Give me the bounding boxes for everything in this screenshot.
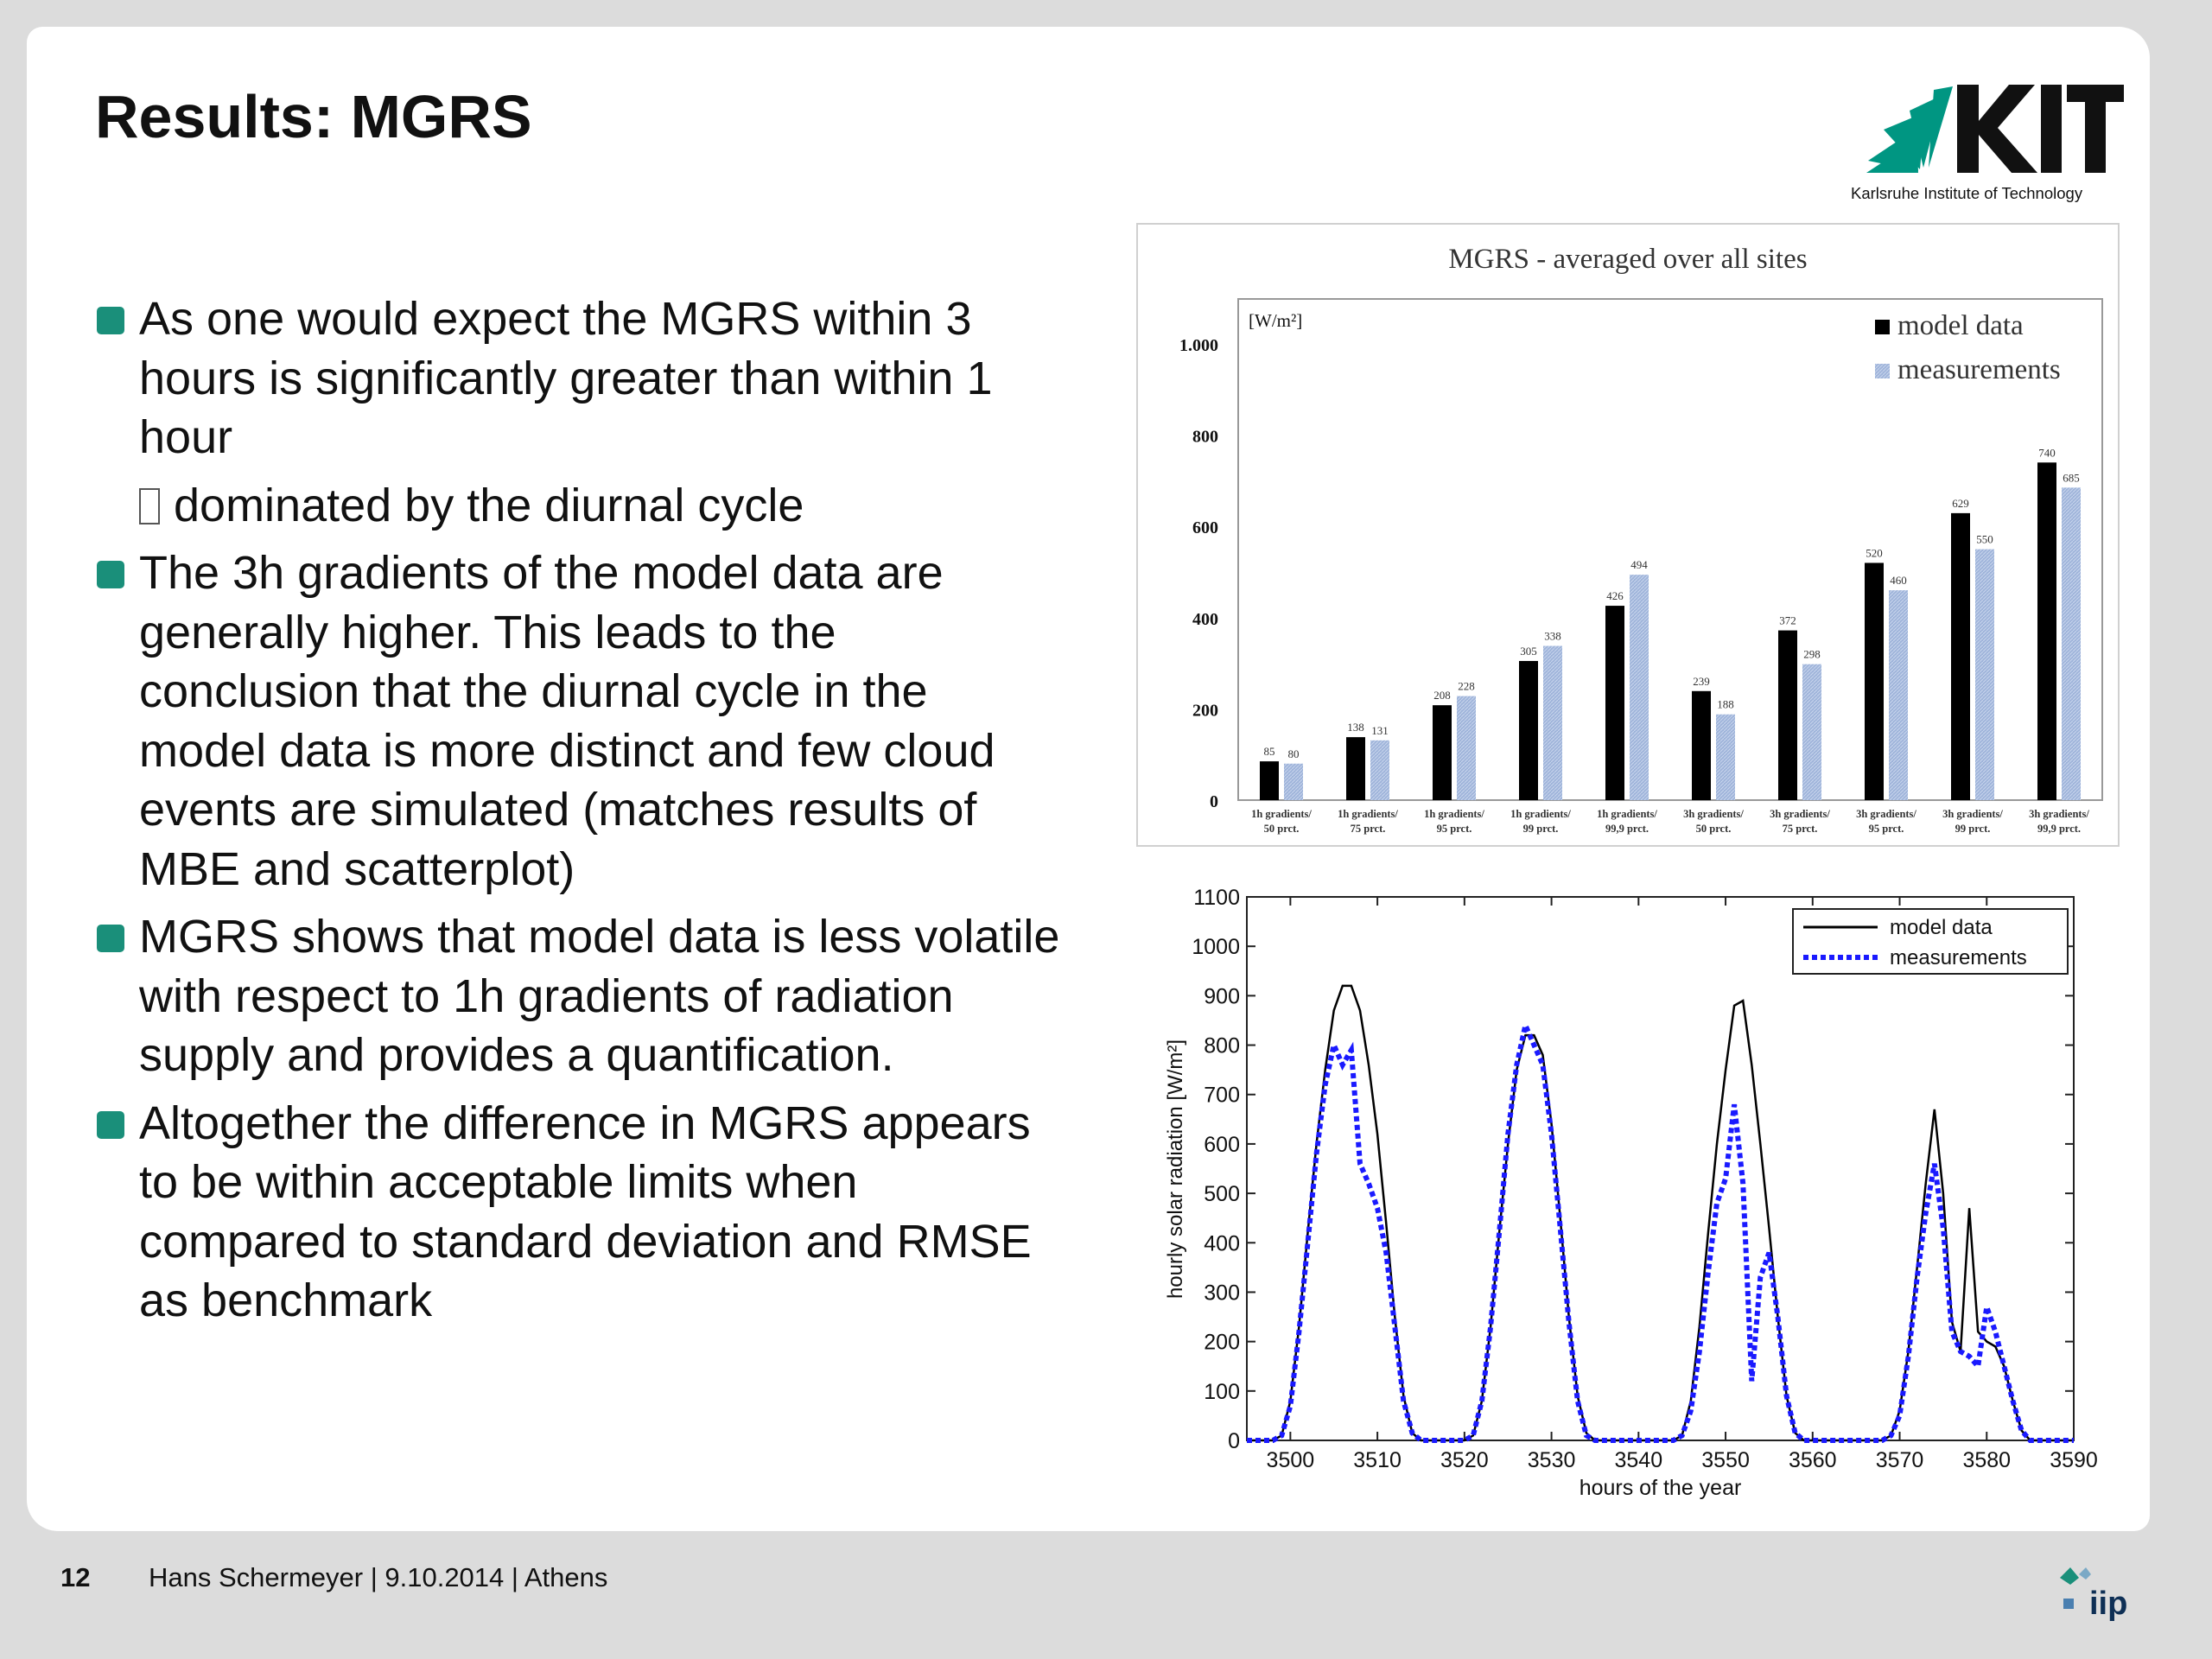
bullet-list [91, 289, 1128, 1339]
bullet-line: model data is more distinct and few cloud [139, 724, 995, 777]
y-tick-label: 1000 [1192, 935, 1240, 960]
x-axis-label: hours of the year [1579, 1476, 1742, 1500]
x-tick-label: 99 prct. [1522, 823, 1559, 835]
x-tick-label: 3530 [1527, 1448, 1576, 1472]
x-tick-label: 1h gradients/ [1424, 808, 1484, 820]
x-tick-label: 1h gradients/ [1597, 808, 1657, 820]
line-chart [1136, 877, 2126, 1508]
legend-label-model: model data [1890, 916, 1993, 939]
x-tick-label: 3540 [1614, 1448, 1663, 1472]
x-tick-label: 95 prct. [1436, 823, 1472, 835]
bar-value-label: 298 [1803, 647, 1821, 661]
legend-label-model: model data [1897, 310, 2024, 341]
bar-value-label: 629 [1952, 496, 1969, 510]
bar-model [1346, 737, 1365, 800]
sub-bullet-text: dominated by the diurnal cycle [174, 479, 804, 531]
bullet-line: conclusion that the diurnal cycle in the [139, 665, 928, 717]
bullet-item [91, 289, 1128, 467]
y-tick-label: 400 [1204, 1231, 1240, 1256]
y-tick-label: 500 [1204, 1182, 1240, 1207]
bar-model [2037, 462, 2056, 800]
bullet-square-icon [97, 307, 124, 334]
bullet-line: As one would expect the MGRS within 3 [139, 293, 972, 345]
bar-measurement [1284, 764, 1303, 800]
bullet-line: hour [139, 411, 233, 463]
plot-area [1247, 897, 2074, 1440]
bar-value-label: 239 [1693, 674, 1710, 688]
bullet-line: compared to standard deviation and RMSE [139, 1215, 1032, 1268]
x-tick-label: 95 prct. [1868, 823, 1904, 835]
bar-value-label: 550 [1976, 532, 1993, 546]
bullet-square-icon [97, 925, 124, 952]
bar-value-label: 460 [1890, 574, 1907, 588]
bullet-square-icon [97, 1111, 124, 1139]
x-tick-label: 50 prct. [1695, 823, 1732, 835]
x-tick-label: 3510 [1353, 1448, 1402, 1472]
legend-swatch-measurement [1875, 364, 1890, 378]
iip-logo-mark [2060, 1567, 2079, 1585]
legend-swatch-model [1875, 320, 1890, 334]
x-tick-label: 75 prct. [1782, 823, 1818, 835]
bar-model [1692, 691, 1711, 800]
iip-logo [2056, 1566, 2143, 1626]
page-title: Results: MGRS [95, 83, 532, 150]
bullet-line: MBE and scatterplot) [139, 842, 575, 895]
x-tick-label: 3h gradients/ [1683, 808, 1744, 820]
x-tick-label: 99 prct. [1955, 823, 1991, 835]
y-tick-label: 400 [1192, 609, 1218, 629]
bullet-line: with respect to 1h gradients of radiation [139, 969, 954, 1022]
bar-model [1951, 513, 1970, 800]
bar-value-label: 338 [1544, 629, 1561, 643]
y-tick-label: 200 [1192, 701, 1218, 721]
x-tick-label: 75 prct. [1350, 823, 1386, 835]
bar-measurement [1630, 575, 1649, 800]
x-tick-label: 3h gradients/ [1770, 808, 1830, 820]
bar-model [1778, 631, 1797, 800]
y-tick-label: 700 [1204, 1083, 1240, 1108]
y-tick-label: 800 [1192, 427, 1218, 447]
bullet-line: The 3h gradients of the model data are [139, 547, 944, 599]
y-tick-label: 800 [1204, 1033, 1240, 1058]
bar-model [1433, 705, 1452, 800]
y-axis-label: hourly solar radiation [W/m²] [1164, 1039, 1187, 1300]
bar-value-label: 494 [1630, 558, 1648, 572]
bar-measurement [1716, 715, 1735, 800]
y-tick-label: 600 [1192, 518, 1218, 538]
bar-measurement [2062, 487, 2081, 800]
x-tick-label: 50 prct. [1263, 823, 1300, 835]
kit-logo-fan [1866, 86, 1953, 173]
bar-value-label: 305 [1520, 644, 1537, 658]
bar-chart [1136, 223, 2120, 847]
x-tick-label: 99,9 prct. [2037, 823, 2082, 835]
y-tick-label: 600 [1204, 1132, 1240, 1157]
y-tick-label: 0 [1210, 792, 1218, 811]
legend-label-measurement: measurements [1897, 354, 2061, 385]
bullet-line: Altogether the difference in MGRS appears [139, 1096, 1031, 1149]
bar-value-label: 85 [1263, 745, 1275, 759]
bullet-line: to be within acceptable limits when [139, 1156, 858, 1208]
x-tick-label: 1h gradients/ [1510, 808, 1571, 820]
bar-measurement [1457, 696, 1476, 800]
sub-bullet-item [91, 476, 1128, 536]
iip-logo-mark [2063, 1599, 2074, 1609]
bar-value-label: 372 [1779, 613, 1796, 627]
missing-glyph-icon [139, 488, 160, 524]
x-tick-label: 3550 [1701, 1448, 1750, 1472]
bar-value-label: 228 [1458, 679, 1475, 693]
bar-value-label: 685 [2063, 471, 2080, 485]
iip-logo-mark [2079, 1567, 2091, 1580]
bar-model [1865, 563, 1884, 800]
bar-measurement [1802, 664, 1821, 800]
y-tick-label: 100 [1204, 1379, 1240, 1404]
bar-model [1260, 761, 1279, 800]
y-tick-label: 200 [1204, 1330, 1240, 1355]
x-tick-label: 3h gradients/ [2029, 808, 2089, 820]
footer-text: Hans Schermeyer | 9.10.2014 | Athens [149, 1562, 608, 1592]
bar-measurement [1975, 550, 1994, 800]
bullet-item [91, 543, 1128, 899]
bullet-square-icon [97, 561, 124, 588]
bullet-line: generally higher. This leads to the [139, 606, 836, 658]
x-tick-label: 1h gradients/ [1251, 808, 1312, 820]
y-tick-label: 900 [1204, 984, 1240, 1009]
bar-measurement [1370, 741, 1389, 800]
y-tick-label: 300 [1204, 1281, 1240, 1306]
kit-logo-subtitle: Karlsruhe Institute of Technology [1851, 184, 2083, 202]
bar-measurement [1889, 590, 1908, 800]
bar-measurement [1543, 646, 1562, 800]
bullet-line: as benchmark [139, 1274, 433, 1326]
y-axis-unit: [W/m²] [1249, 310, 1303, 331]
bullet-line: supply and provides a quantification. [139, 1029, 894, 1081]
y-tick-label: 0 [1228, 1429, 1240, 1453]
bullet-item [91, 907, 1128, 1085]
bar-value-label: 80 [1287, 747, 1300, 760]
bar-model [1519, 661, 1538, 800]
bullet-item [91, 1094, 1128, 1331]
x-tick-label: 3h gradients/ [1942, 808, 2003, 820]
legend-label-measurement: measurements [1890, 946, 2027, 969]
x-tick-label: 3590 [2050, 1448, 2098, 1472]
bar-value-label: 131 [1371, 723, 1389, 737]
bar-value-label: 520 [1866, 546, 1883, 560]
x-tick-label: 3520 [1440, 1448, 1489, 1472]
x-tick-label: 99,9 prct. [1605, 823, 1649, 835]
x-tick-label: 3580 [1962, 1448, 2012, 1472]
x-tick-label: 3570 [1875, 1448, 1924, 1472]
chart-title: MGRS - averaged over all sites [1448, 244, 1808, 275]
bar-value-label: 208 [1433, 689, 1451, 702]
y-tick-label: 1.000 [1179, 336, 1218, 355]
kit-logo [1849, 78, 2126, 207]
x-tick-label: 3h gradients/ [1856, 808, 1916, 820]
y-tick-label: 1100 [1193, 886, 1240, 910]
bullet-line: events are simulated (matches results of [139, 784, 977, 836]
bar-model [1605, 606, 1624, 800]
bar-value-label: 426 [1606, 589, 1624, 603]
bar-value-label: 138 [1347, 721, 1364, 734]
bullet-line: MGRS shows that model data is less volatile [139, 911, 1060, 963]
x-tick-label: 1h gradients/ [1338, 808, 1398, 820]
page-number: 12 [60, 1562, 91, 1592]
bullet-line: hours is significantly greater than within 1 [139, 352, 993, 404]
bar-value-label: 740 [2038, 446, 2056, 460]
x-tick-label: 3560 [1788, 1448, 1837, 1472]
bar-value-label: 188 [1717, 697, 1734, 711]
iip-logo-text: iip [2089, 1586, 2128, 1622]
x-tick-label: 3500 [1266, 1448, 1315, 1472]
kit-logo-letters [1957, 85, 2124, 173]
